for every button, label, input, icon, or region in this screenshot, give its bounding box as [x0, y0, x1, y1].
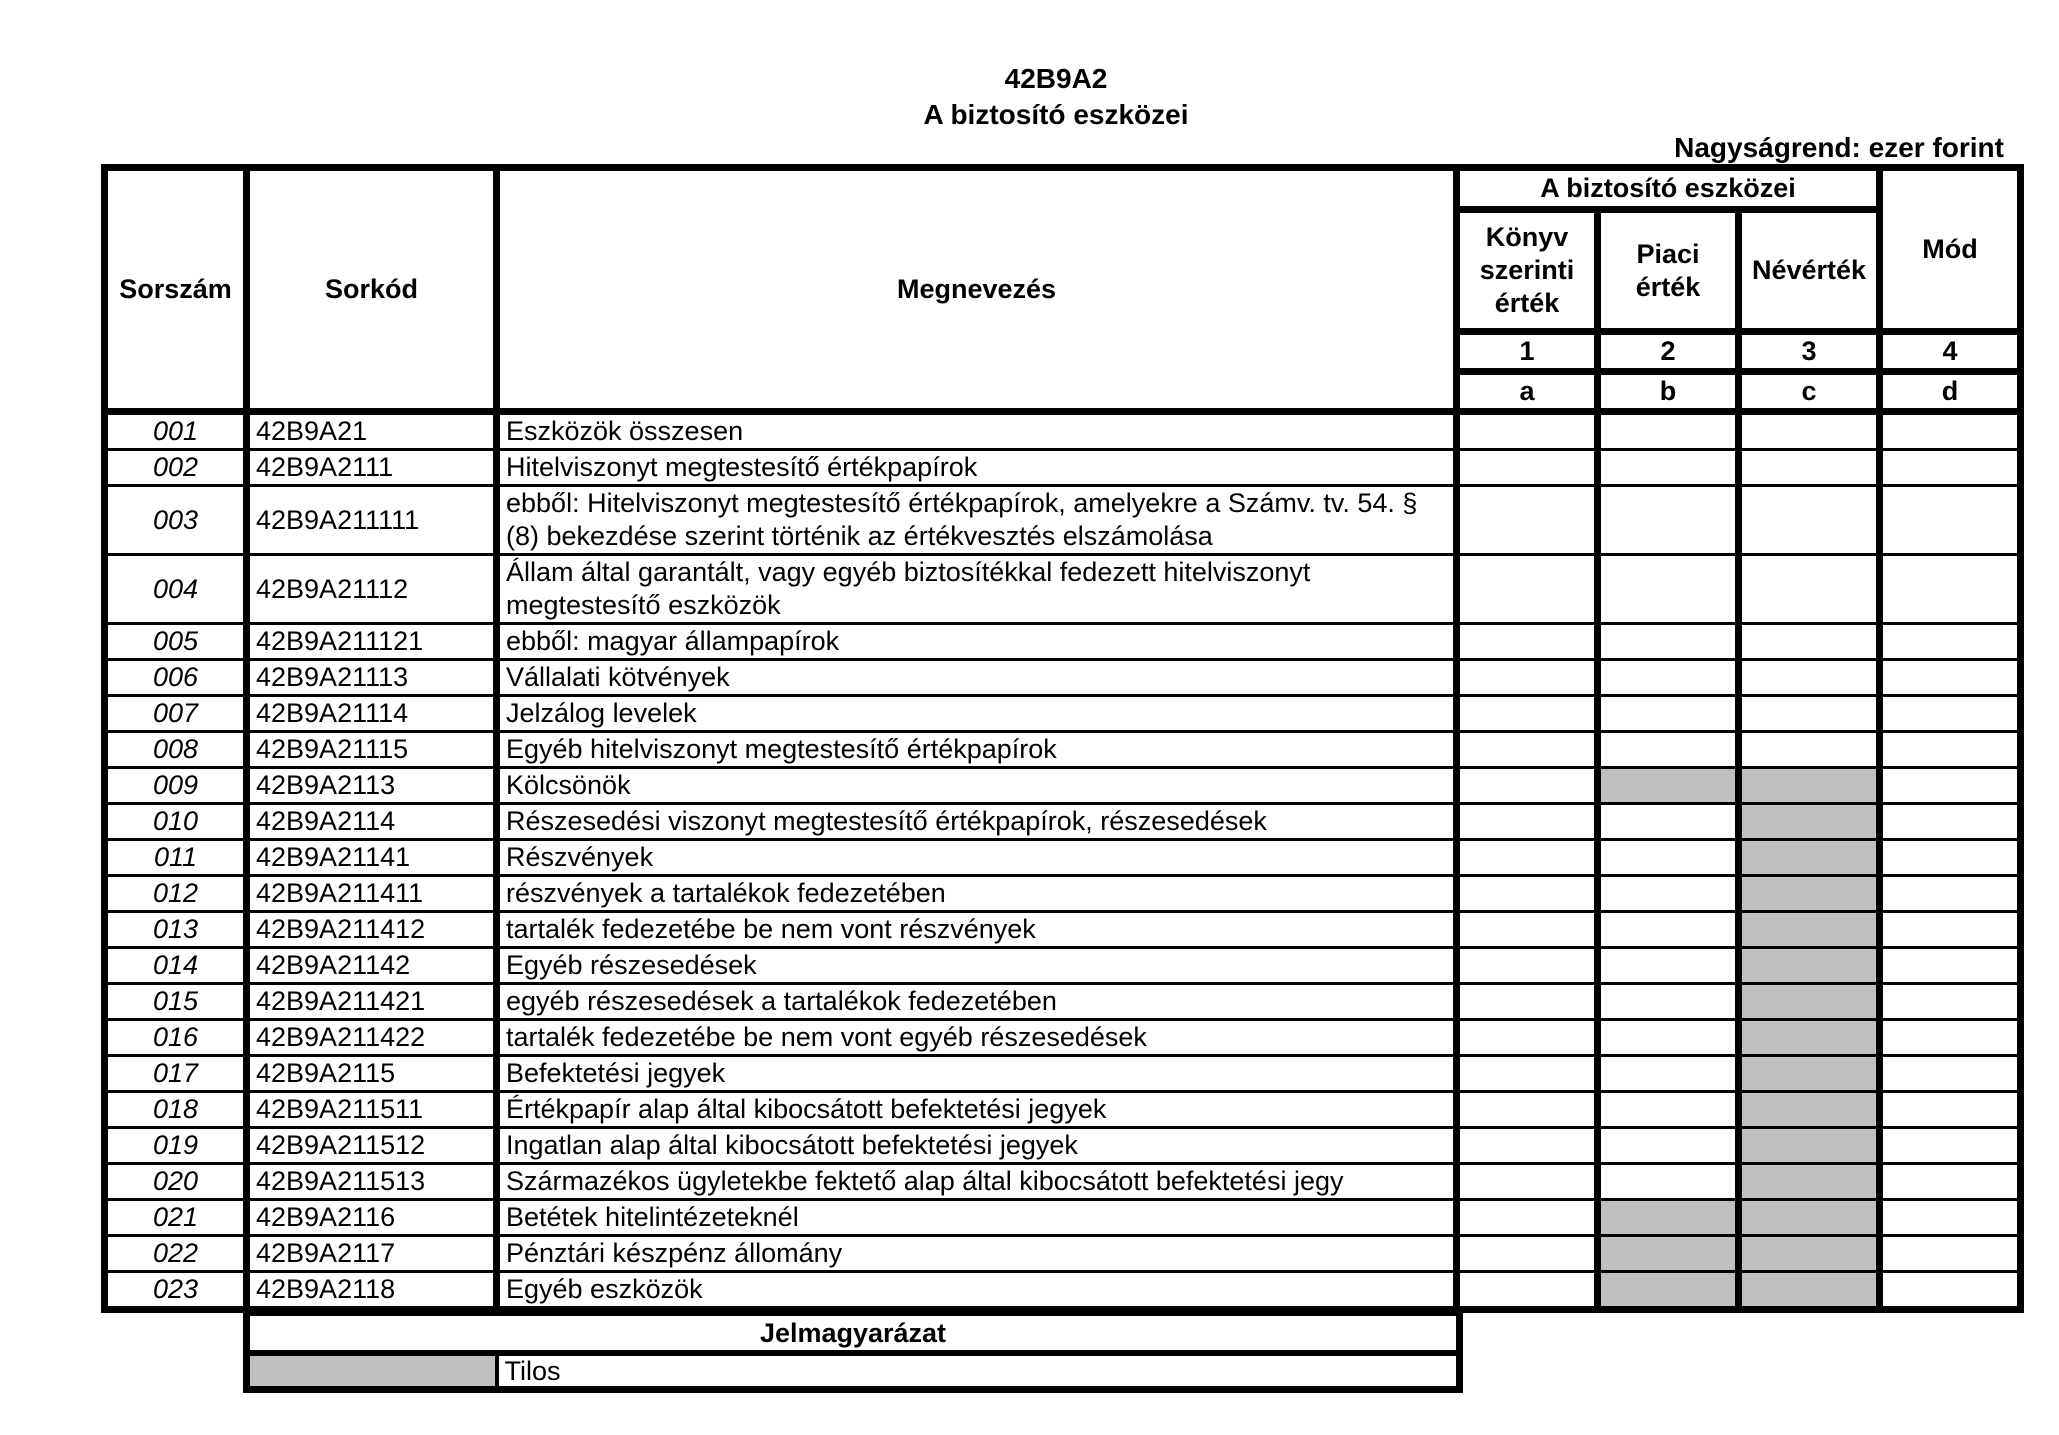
value-cell-c[interactable] [1739, 450, 1880, 486]
row-sorszam: 017 [105, 1056, 247, 1092]
header-nevertek: Névérték [1739, 210, 1880, 332]
value-cell-d[interactable] [1880, 804, 2021, 840]
value-cell-c[interactable] [1739, 1236, 1880, 1272]
value-cell-b[interactable] [1598, 1020, 1739, 1056]
table-row [105, 1236, 2021, 1272]
row-megnevezes: ebből: magyar állampapírok [497, 624, 1457, 660]
value-cell-c[interactable] [1739, 732, 1880, 768]
row-sorszam: 022 [105, 1236, 247, 1272]
value-cell-b[interactable] [1598, 948, 1739, 984]
value-cell-b[interactable] [1598, 804, 1739, 840]
row-sorkod: 42B9A211421 [247, 984, 497, 1020]
legend-grey-swatch [247, 1353, 497, 1390]
value-cell-b[interactable] [1598, 876, 1739, 912]
row-sorszam: 023 [105, 1272, 247, 1310]
table-row [105, 1272, 2021, 1310]
value-cell-a[interactable] [1457, 1272, 1598, 1310]
row-megnevezes: Kölcsönök [497, 768, 1457, 804]
row-megnevezes: ebből: Hitelviszonyt megtestesítő értékpapírok, amelyekre a Számv. tv. 54. § (8) bekezdése szerint történik az értékvesztés elszámolása [497, 486, 1457, 555]
unit-label: Nagyságrend: ezer forint [1674, 132, 2004, 163]
table-row [105, 1020, 2021, 1056]
row-sorkod: 42B9A21142 [247, 948, 497, 984]
value-cell-d[interactable] [1880, 1056, 2021, 1092]
value-cell-d[interactable] [1880, 1092, 2021, 1128]
table-row [105, 804, 2021, 840]
value-cell-d[interactable] [1880, 840, 2021, 876]
row-sorkod: 42B9A2113 [247, 768, 497, 804]
table-row [105, 876, 2021, 912]
table-row [105, 984, 2021, 1020]
value-cell-a[interactable] [1457, 1128, 1598, 1164]
value-cell-c[interactable] [1739, 1092, 1880, 1128]
value-cell-b[interactable] [1598, 624, 1739, 660]
row-sorszam: 001 [105, 412, 247, 450]
value-cell-b[interactable] [1598, 1164, 1739, 1200]
value-cell-b[interactable] [1598, 412, 1739, 450]
row-sorkod: 42B9A211512 [247, 1128, 497, 1164]
value-cell-a[interactable] [1457, 1236, 1598, 1272]
row-sorszam: 011 [105, 840, 247, 876]
table-row [105, 948, 2021, 984]
value-cell-b[interactable] [1598, 1236, 1739, 1272]
row-sorkod: 42B9A211111 [247, 486, 497, 555]
table-row [105, 555, 2021, 624]
row-sorszam: 003 [105, 486, 247, 555]
value-cell-c[interactable] [1739, 1056, 1880, 1092]
row-megnevezes: egyéb részesedések a tartalékok fedezetében [497, 984, 1457, 1020]
value-cell-b[interactable] [1598, 486, 1739, 555]
value-cell-a[interactable] [1457, 984, 1598, 1020]
row-megnevezes: Értékpapír alap által kibocsátott befektetési jegyek [497, 1092, 1457, 1128]
value-cell-c[interactable] [1739, 948, 1880, 984]
value-cell-a[interactable] [1457, 1200, 1598, 1236]
table-row [105, 1128, 2021, 1164]
value-cell-b[interactable] [1598, 1200, 1739, 1236]
row-sorszam: 018 [105, 1092, 247, 1128]
row-sorszam: 020 [105, 1164, 247, 1200]
row-megnevezes: Jelzálog levelek [497, 696, 1457, 732]
value-cell-d[interactable] [1880, 1272, 2021, 1310]
value-cell-a[interactable] [1457, 876, 1598, 912]
row-megnevezes: tartalék fedezetébe be nem vont egyéb részesedések [497, 1020, 1457, 1056]
value-cell-c[interactable] [1739, 412, 1880, 450]
value-cell-b[interactable] [1598, 1092, 1739, 1128]
assets-table [101, 164, 2024, 1313]
value-cell-d[interactable] [1880, 984, 2021, 1020]
row-sorkod: 42B9A2117 [247, 1236, 497, 1272]
value-cell-c[interactable] [1739, 555, 1880, 624]
value-cell-d[interactable] [1880, 696, 2021, 732]
row-megnevezes: Részvények [497, 840, 1457, 876]
row-sorszam: 009 [105, 768, 247, 804]
row-megnevezes: Hitelviszonyt megtestesítő értékpapírok [497, 450, 1457, 486]
value-cell-a[interactable] [1457, 1056, 1598, 1092]
row-megnevezes: Betétek hitelintézeteknél [497, 1200, 1457, 1236]
row-sorkod: 42B9A21141 [247, 840, 497, 876]
row-megnevezes: Pénztári készpénz állomány [497, 1236, 1457, 1272]
row-sorszam: 008 [105, 732, 247, 768]
table-row [105, 450, 2021, 486]
row-sorkod: 42B9A21115 [247, 732, 497, 768]
value-cell-a[interactable] [1457, 450, 1598, 486]
value-cell-d[interactable] [1880, 450, 2021, 486]
value-cell-d[interactable] [1880, 660, 2021, 696]
table-row [105, 486, 2021, 555]
row-sorkod: 42B9A211121 [247, 624, 497, 660]
value-cell-a[interactable] [1457, 412, 1598, 450]
row-sorkod: 42B9A2116 [247, 1200, 497, 1236]
value-cell-b[interactable] [1598, 912, 1739, 948]
row-sorkod: 42B9A211411 [247, 876, 497, 912]
row-sorszam: 012 [105, 876, 247, 912]
table-row [105, 624, 2021, 660]
value-cell-d[interactable] [1880, 1020, 2021, 1056]
row-sorkod: 42B9A211412 [247, 912, 497, 948]
row-sorkod: 42B9A2114 [247, 804, 497, 840]
row-megnevezes: Vállalati kötvények [497, 660, 1457, 696]
value-cell-d[interactable] [1880, 732, 2021, 768]
row-megnevezes: Részesedési viszonyt megtestesítő értékpapírok, részesedések [497, 804, 1457, 840]
row-megnevezes: részvények a tartalékok fedezetében [497, 876, 1457, 912]
value-cell-c[interactable] [1739, 984, 1880, 1020]
table-row [105, 1056, 2021, 1092]
row-sorszam: 019 [105, 1128, 247, 1164]
value-cell-d[interactable] [1880, 1128, 2021, 1164]
row-megnevezes: Egyéb részesedések [497, 948, 1457, 984]
row-sorkod: 42B9A211513 [247, 1164, 497, 1200]
value-cell-c[interactable] [1739, 486, 1880, 555]
header-number-3: 3 [1739, 332, 1880, 372]
table-row [105, 696, 2021, 732]
value-cell-c[interactable] [1739, 1128, 1880, 1164]
table-row [105, 1092, 2021, 1128]
row-sorszam: 021 [105, 1200, 247, 1236]
value-cell-a[interactable] [1457, 486, 1598, 555]
row-sorkod: 42B9A2111 [247, 450, 497, 486]
table-row [105, 660, 2021, 696]
table-row [105, 1200, 2021, 1236]
row-sorszam: 007 [105, 696, 247, 732]
row-megnevezes: Ingatlan alap által kibocsátott befektetési jegyek [497, 1128, 1457, 1164]
value-cell-a[interactable] [1457, 912, 1598, 948]
value-cell-a[interactable] [1457, 624, 1598, 660]
row-sorszam: 002 [105, 450, 247, 486]
header-letter-b: b [1598, 372, 1739, 412]
value-cell-c[interactable] [1739, 768, 1880, 804]
value-cell-d[interactable] [1880, 486, 2021, 555]
header-number-2: 2 [1598, 332, 1739, 372]
value-cell-b[interactable] [1598, 1056, 1739, 1092]
value-cell-a[interactable] [1457, 1164, 1598, 1200]
row-sorszam: 005 [105, 624, 247, 660]
value-cell-c[interactable] [1739, 912, 1880, 948]
header-letter-c: c [1739, 372, 1880, 412]
value-cell-a[interactable] [1457, 660, 1598, 696]
value-cell-b[interactable] [1598, 696, 1739, 732]
value-cell-b[interactable] [1598, 555, 1739, 624]
header-sorszam: Sorszám [105, 168, 247, 412]
value-cell-c[interactable] [1739, 660, 1880, 696]
row-megnevezes: tartalék fedezetébe be nem vont részvények [497, 912, 1457, 948]
row-sorszam: 015 [105, 984, 247, 1020]
row-megnevezes: Egyéb eszközök [497, 1272, 1457, 1310]
header-group: A biztosító eszközei [1457, 168, 1880, 210]
value-cell-d[interactable] [1880, 912, 2021, 948]
value-cell-b[interactable] [1598, 984, 1739, 1020]
value-cell-c[interactable] [1739, 1200, 1880, 1236]
legend-tilos-label: Tilos [497, 1353, 1460, 1390]
value-cell-b[interactable] [1598, 1128, 1739, 1164]
table-row [105, 768, 2021, 804]
row-sorszam: 014 [105, 948, 247, 984]
value-cell-c[interactable] [1739, 1164, 1880, 1200]
value-cell-b[interactable] [1598, 768, 1739, 804]
value-cell-b[interactable] [1598, 660, 1739, 696]
header-number-1: 1 [1457, 332, 1598, 372]
value-cell-d[interactable] [1880, 555, 2021, 624]
value-cell-d[interactable] [1880, 412, 2021, 450]
value-cell-a[interactable] [1457, 768, 1598, 804]
value-cell-d[interactable] [1880, 1164, 2021, 1200]
row-sorkod: 42B9A2118 [247, 1272, 497, 1310]
header-konyv: Könyv szerinti érték [1457, 210, 1598, 332]
row-megnevezes: Származékos ügyletekbe fektető alap által kibocsátott befektetési jegy [497, 1164, 1457, 1200]
header-letter-a: a [1457, 372, 1598, 412]
row-megnevezes: Befektetési jegyek [497, 1056, 1457, 1092]
value-cell-a[interactable] [1457, 804, 1598, 840]
row-megnevezes: Egyéb hitelviszonyt megtestesítő értékpapírok [497, 732, 1457, 768]
header-piaci: Piaci érték [1598, 210, 1739, 332]
value-cell-a[interactable] [1457, 1020, 1598, 1056]
form-code: 42B9A2 [1004, 63, 1108, 94]
row-sorkod: 42B9A21112 [247, 555, 497, 624]
value-cell-a[interactable] [1457, 1092, 1598, 1128]
page-title: A biztosító eszközei [923, 99, 1189, 130]
value-cell-d[interactable] [1880, 1200, 2021, 1236]
value-cell-a[interactable] [1457, 696, 1598, 732]
value-cell-b[interactable] [1598, 450, 1739, 486]
value-cell-d[interactable] [1880, 768, 2021, 804]
value-cell-a[interactable] [1457, 948, 1598, 984]
value-cell-c[interactable] [1739, 624, 1880, 660]
header-mod: Mód [1880, 168, 2021, 332]
value-cell-d[interactable] [1880, 624, 2021, 660]
row-sorkod: 42B9A21113 [247, 660, 497, 696]
header-number-4: 4 [1880, 332, 2021, 372]
table-row [105, 912, 2021, 948]
value-cell-a[interactable] [1457, 555, 1598, 624]
header-letter-d: d [1880, 372, 2021, 412]
row-sorszam: 013 [105, 912, 247, 948]
row-sorkod: 42B9A211422 [247, 1020, 497, 1056]
row-sorkod: 42B9A2115 [247, 1056, 497, 1092]
value-cell-c[interactable] [1739, 840, 1880, 876]
row-sorszam: 010 [105, 804, 247, 840]
table-row [105, 732, 2021, 768]
value-cell-d[interactable] [1880, 876, 2021, 912]
table-row [105, 412, 2021, 450]
value-cell-c[interactable] [1739, 804, 1880, 840]
header-sorkod: Sorkód [247, 168, 497, 412]
row-sorszam: 004 [105, 555, 247, 624]
row-sorkod: 42B9A21 [247, 412, 497, 450]
row-sorszam: 006 [105, 660, 247, 696]
table-row [105, 840, 2021, 876]
value-cell-d[interactable] [1880, 1236, 2021, 1272]
row-sorszam: 016 [105, 1020, 247, 1056]
value-cell-a[interactable] [1457, 840, 1598, 876]
header-megnevezes: Megnevezés [497, 168, 1457, 412]
value-cell-c[interactable] [1739, 1272, 1880, 1310]
value-cell-c[interactable] [1739, 696, 1880, 732]
value-cell-b[interactable] [1598, 732, 1739, 768]
value-cell-d[interactable] [1880, 948, 2021, 984]
value-cell-a[interactable] [1457, 732, 1598, 768]
value-cell-b[interactable] [1598, 840, 1739, 876]
legend-title: Jelmagyarázat [247, 1313, 1460, 1353]
value-cell-b[interactable] [1598, 1272, 1739, 1310]
value-cell-c[interactable] [1739, 1020, 1880, 1056]
table-row [105, 1164, 2021, 1200]
row-megnevezes: Eszközök összesen [497, 412, 1457, 450]
value-cell-c[interactable] [1739, 876, 1880, 912]
row-megnevezes: Állam által garantált, vagy egyéb biztosítékkal fedezett hitelviszonyt megtestesítő eszközök [497, 555, 1457, 624]
row-sorkod: 42B9A211511 [247, 1092, 497, 1128]
row-sorkod: 42B9A21114 [247, 696, 497, 732]
legend-table [243, 1309, 1463, 1393]
